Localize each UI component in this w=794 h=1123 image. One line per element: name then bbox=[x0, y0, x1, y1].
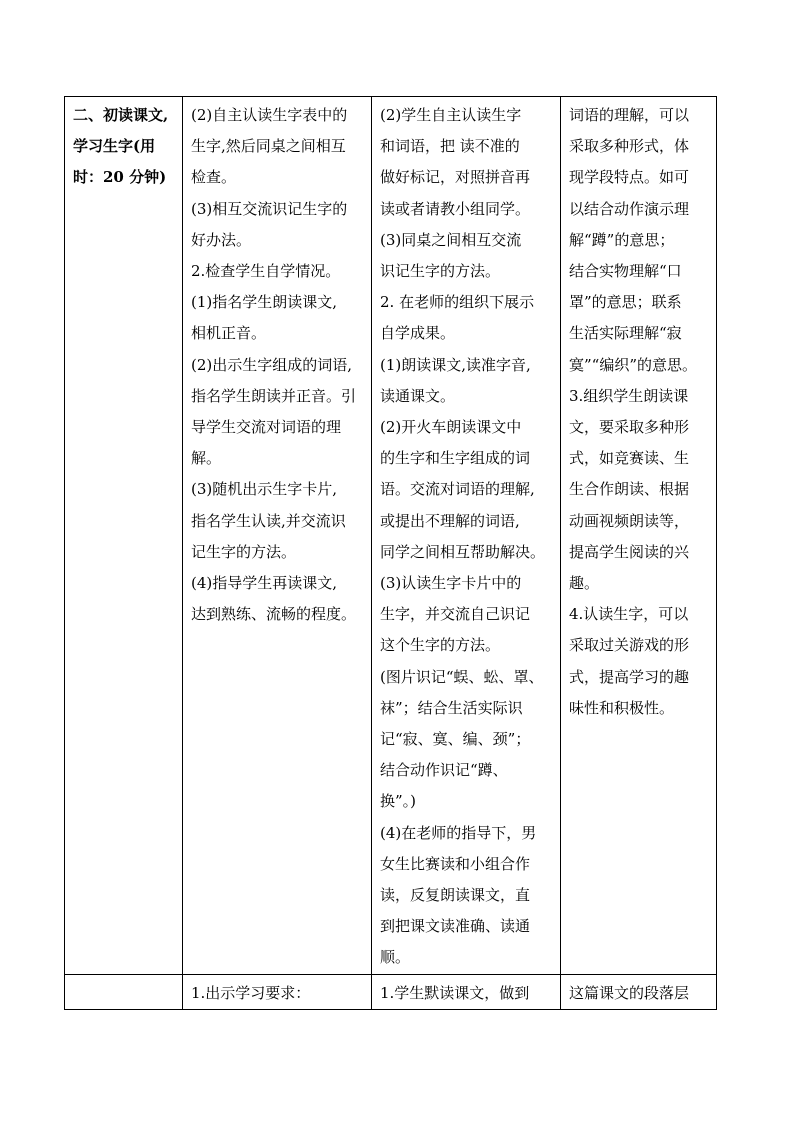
text-line: 以结合动作演示理 bbox=[569, 199, 690, 218]
text-line: 式，如竞赛读、生 bbox=[569, 449, 690, 468]
text-line: 语。交流对词语的理解, bbox=[380, 480, 535, 499]
text-line: (1)朗读课文,读准字音, bbox=[380, 355, 531, 374]
text-line: 2.检查学生自学情况。 bbox=[191, 262, 341, 281]
text-line: 采取过关游戏的形 bbox=[569, 636, 690, 655]
teacher-text: 1.出示学习要求： bbox=[191, 983, 311, 1002]
text-line: 和词语，把 读不准的 bbox=[380, 137, 520, 156]
text-line: (图片识记“蜈、蚣、罩、 bbox=[380, 667, 544, 686]
text-line: 解“蹲”的意思； bbox=[569, 230, 675, 249]
text-line: 生字,然后同桌之间相互 bbox=[191, 137, 346, 156]
text-line: 读，反复朗读课文，直 bbox=[380, 886, 531, 905]
text-line: (3)相互交流识记生字的 bbox=[191, 199, 348, 218]
text-line: 或提出不理解的词语, bbox=[380, 511, 520, 530]
text-line: (3)随机出示生字卡片, bbox=[191, 480, 338, 499]
lesson-plan-table bbox=[64, 96, 717, 1010]
text-line: 词语的理解，可以 bbox=[569, 106, 690, 124]
stage-lines bbox=[73, 100, 180, 194]
text-line: 寞”“编织”的意思。 bbox=[569, 355, 698, 374]
text-line: 文，要采取多种形 bbox=[569, 418, 690, 437]
text-line: 这个生字的方法。 bbox=[380, 636, 501, 655]
text-line: 趣。 bbox=[569, 574, 600, 593]
text-line: 的生字和生字组成的词 bbox=[380, 449, 531, 468]
text-line: (2)出示生字组成的词语, bbox=[191, 355, 353, 374]
text-line: 检查。 bbox=[191, 168, 237, 187]
text-line: 式，提高学习的趣 bbox=[569, 667, 690, 686]
text-line: 相机正音。 bbox=[191, 324, 267, 343]
text-line: 记生字的方法。 bbox=[191, 542, 297, 561]
text-line: (2)自主认读生字表中的 bbox=[191, 106, 348, 124]
text-line: 采取多种形式，体 bbox=[569, 137, 690, 156]
text-line: 读或者请教小组同学。 bbox=[380, 199, 531, 218]
text-line: 生合作朗读、根据 bbox=[569, 480, 690, 499]
text-line: (4)在老师的指导下，男 bbox=[380, 823, 537, 842]
text-line: 换”。) bbox=[380, 792, 417, 811]
student-lines bbox=[380, 100, 558, 974]
text-line: 生活实际理解“寂 bbox=[569, 324, 682, 343]
text-line: 同学之间相互帮助解决。 bbox=[380, 542, 546, 561]
text-line: 学习生字(用 bbox=[73, 137, 156, 156]
text-line: 生字，并交流自己识记 bbox=[380, 605, 531, 624]
text-line: 解。 bbox=[191, 449, 222, 468]
text-line: 2. 在老师的组织下展示 bbox=[380, 293, 535, 312]
table-row bbox=[65, 974, 717, 1009]
stage-cell bbox=[65, 97, 183, 975]
text-line: 记“寂、寞、编、颈”； bbox=[380, 730, 531, 749]
stage-cell bbox=[65, 974, 183, 1009]
teacher-activity-cell bbox=[183, 97, 372, 975]
text-line: 时：20 分钟) bbox=[73, 168, 167, 187]
design-intent-cell bbox=[561, 97, 717, 975]
text-line: 动画视频朗读等， bbox=[569, 511, 690, 530]
table-row bbox=[65, 97, 717, 975]
text-line: 自学成果。 bbox=[380, 324, 456, 343]
design-lines bbox=[569, 100, 714, 724]
text-line: 好办法。 bbox=[191, 230, 252, 249]
student-text: 1.学生默读课文，做到 bbox=[380, 983, 530, 1002]
text-line: (4)指导学生再读课文, bbox=[191, 574, 338, 593]
text-line: 现学段特点。如可 bbox=[569, 168, 690, 187]
student-activity-cell bbox=[372, 974, 561, 1009]
design-intent-cell bbox=[561, 974, 717, 1009]
text-line: 指名学生朗读并正音。引 bbox=[191, 386, 357, 405]
text-line: 到把课文读准确、读通 bbox=[380, 917, 531, 936]
text-line: 4.认读生字，可以 bbox=[569, 605, 689, 624]
text-line: 结合动作识记“蹲、 bbox=[380, 761, 508, 780]
text-line: (2)学生自主认读生字 bbox=[380, 106, 522, 124]
text-line: 达到熟练、流畅的程度。 bbox=[191, 605, 357, 624]
text-line: 罩”的意思；联系 bbox=[569, 293, 682, 312]
text-line: (1)指名学生朗读课文, bbox=[191, 293, 338, 312]
text-line: (3)认读生字卡片中的 bbox=[380, 574, 522, 593]
teacher-activity-cell bbox=[183, 974, 372, 1009]
text-line: 袜”；结合生活实际识 bbox=[380, 698, 523, 717]
text-line: 读通课文。 bbox=[380, 386, 456, 405]
teacher-lines bbox=[191, 100, 369, 630]
text-line: 指名学生认读,并交流识 bbox=[191, 511, 346, 530]
text-line: 做好标记，对照拼音再 bbox=[380, 168, 531, 187]
text-line: 提高学生阅读的兴 bbox=[569, 542, 690, 561]
design-text: 这篇课文的段落层 bbox=[569, 983, 690, 1002]
text-line: 顺。 bbox=[380, 948, 411, 967]
student-activity-cell bbox=[372, 97, 561, 975]
text-line: (3)同桌之间相互交流 bbox=[380, 230, 522, 249]
text-line: 结合实物理解“口 bbox=[569, 262, 682, 281]
text-line: (2)开火车朗读课文中 bbox=[380, 418, 522, 437]
text-line: 识记生字的方法。 bbox=[380, 262, 501, 281]
text-line: 味性和积极性。 bbox=[569, 698, 675, 717]
text-line: 导学生交流对词语的理 bbox=[191, 418, 342, 437]
text-line: 3.组织学生朗读课 bbox=[569, 386, 689, 405]
text-line: 二、初读课文, bbox=[73, 106, 169, 124]
text-line: 女生比赛读和小组合作 bbox=[380, 854, 531, 873]
